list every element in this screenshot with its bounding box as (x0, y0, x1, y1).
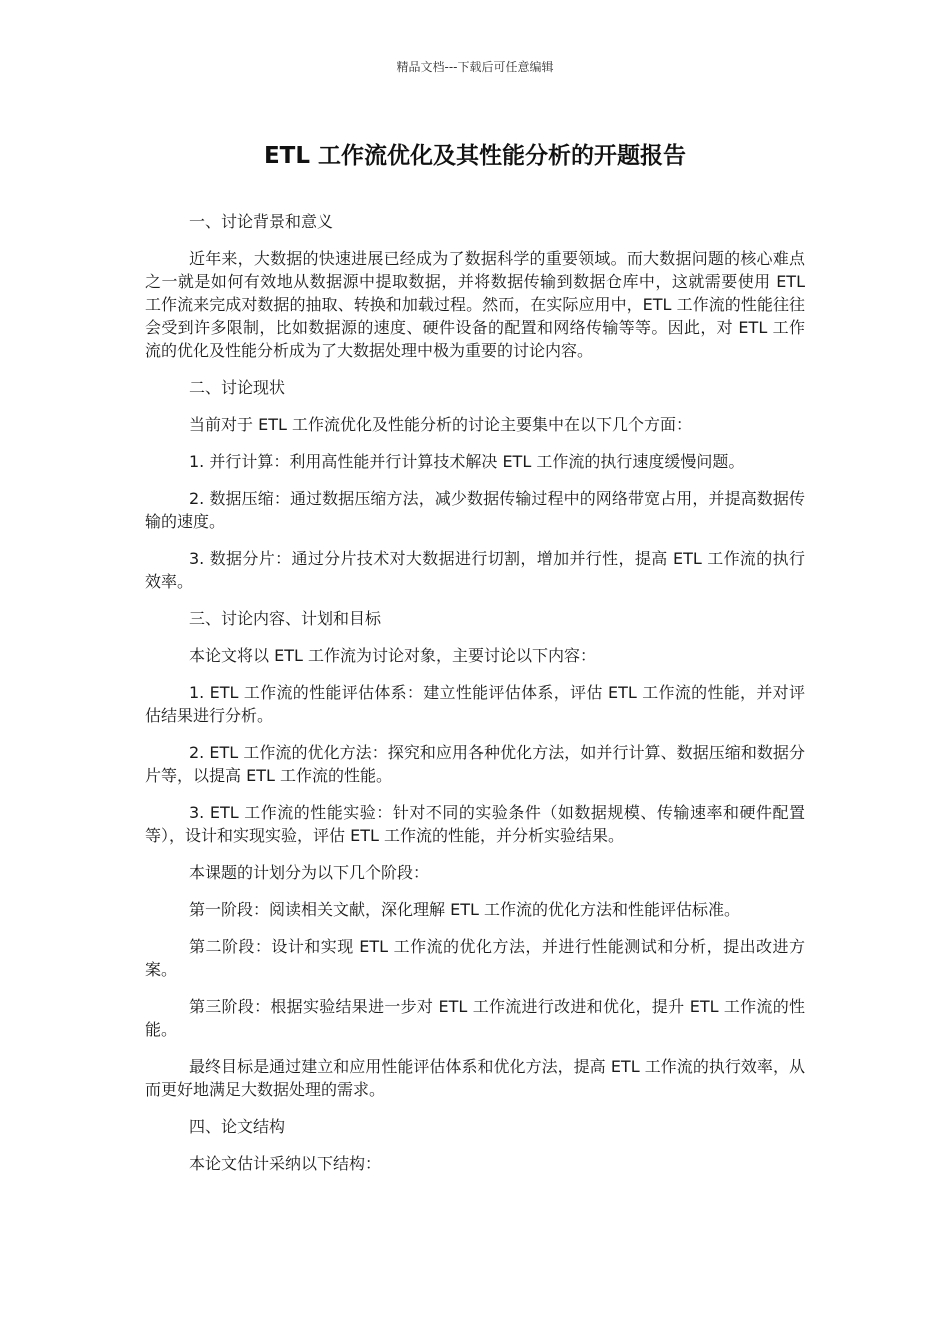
section-heading-background: 一、讨论背景和意义 (189, 212, 334, 231)
paragraph-structure-intro: 本论文估计采纳以下结构： (189, 1154, 382, 1173)
paragraph-status-intro: 当前对于 ETL 工作流优化及性能分析的讨论主要集中在以下几个方面： (189, 415, 692, 434)
list-item-phase-1: 第一阶段：阅读相关文献，深化理解 ETL 工作流的优化方法和性能评估标准。 (189, 900, 740, 919)
section-heading-structure: 四、论文结构 (189, 1117, 286, 1136)
section-heading-content: 三、讨论内容、计划和目标 (189, 609, 382, 628)
document-title: ETL 工作流优化及其性能分析的开题报告 (263, 143, 687, 169)
list-item-sharding: 3. 数据分片：通过分片技术对大数据进行切割，增加并行性，提高 ETL 工作流的执行效率。 (145, 549, 805, 591)
list-item-parallel: 1. 并行计算：利用高性能并行计算技术解决 ETL 工作流的执行速度缓慢问题。 (189, 452, 745, 471)
list-item-compression: 2. 数据压缩：通过数据压缩方法，减少数据传输过程中的网络带宽占用，并提高数据传输的速度。 (145, 489, 805, 531)
list-item-optimization: 2. ETL 工作流的优化方法：探究和应用各种优化方法，如并行计算、数据压缩和数据分片等，以提高 ETL 工作流的性能。 (145, 743, 805, 785)
list-item-phase-3: 第三阶段：根据实验结果进一步对 ETL 工作流进行改进和优化，提升 ETL 工作流的性能。 (145, 997, 805, 1039)
paragraph-content-intro: 本论文将以 ETL 工作流为讨论对象，主要讨论以下内容： (189, 646, 596, 665)
section-heading-status: 二、讨论现状 (189, 378, 286, 397)
paragraph-plan-intro: 本课题的计划分为以下几个阶段： (189, 863, 430, 882)
list-item-evaluation: 1. ETL 工作流的性能评估体系：建立性能评估体系，评估 ETL 工作流的性能，并对评估结果进行分析。 (145, 683, 805, 725)
list-item-experiment: 3. ETL 工作流的性能实验：针对不同的实验条件（如数据规模、传输速率和硬件配置等），设计和实现实验，评估 ETL 工作流的性能，并分析实验结果。 (145, 803, 805, 845)
document-body (145, 210, 805, 1189)
paragraph-goal: 最终目标是通过建立和应用性能评估体系和优化方法，提高 ETL 工作流的执行效率，从而更好地满足大数据处理的需求。 (145, 1057, 805, 1099)
list-item-phase-2: 第二阶段：设计和实现 ETL 工作流的优化方法，并进行性能测试和分析，提出改进方案。 (145, 937, 805, 979)
paragraph-background: 近年来，大数据的快速进展已经成为了数据科学的重要领域。而大数据问题的核心难点之一就是如何有效地从数据源中提取数据，并将数据传输到数据仓库中，这就需要使用 ETL 工作流来完成对数据的抽取、转换和加载过程。然而，在实际应用中，ETL 工作流的性能往往会受到许多限制，比如数据源的速度、硬件设备的配置和网络传输等等。因此，对 ETL 工作流的优化及性能分析成为了大数据处理中极为重要的讨论内容。 (145, 249, 805, 360)
header-note: 精品文档---下载后可任意编辑 (396, 60, 554, 74)
